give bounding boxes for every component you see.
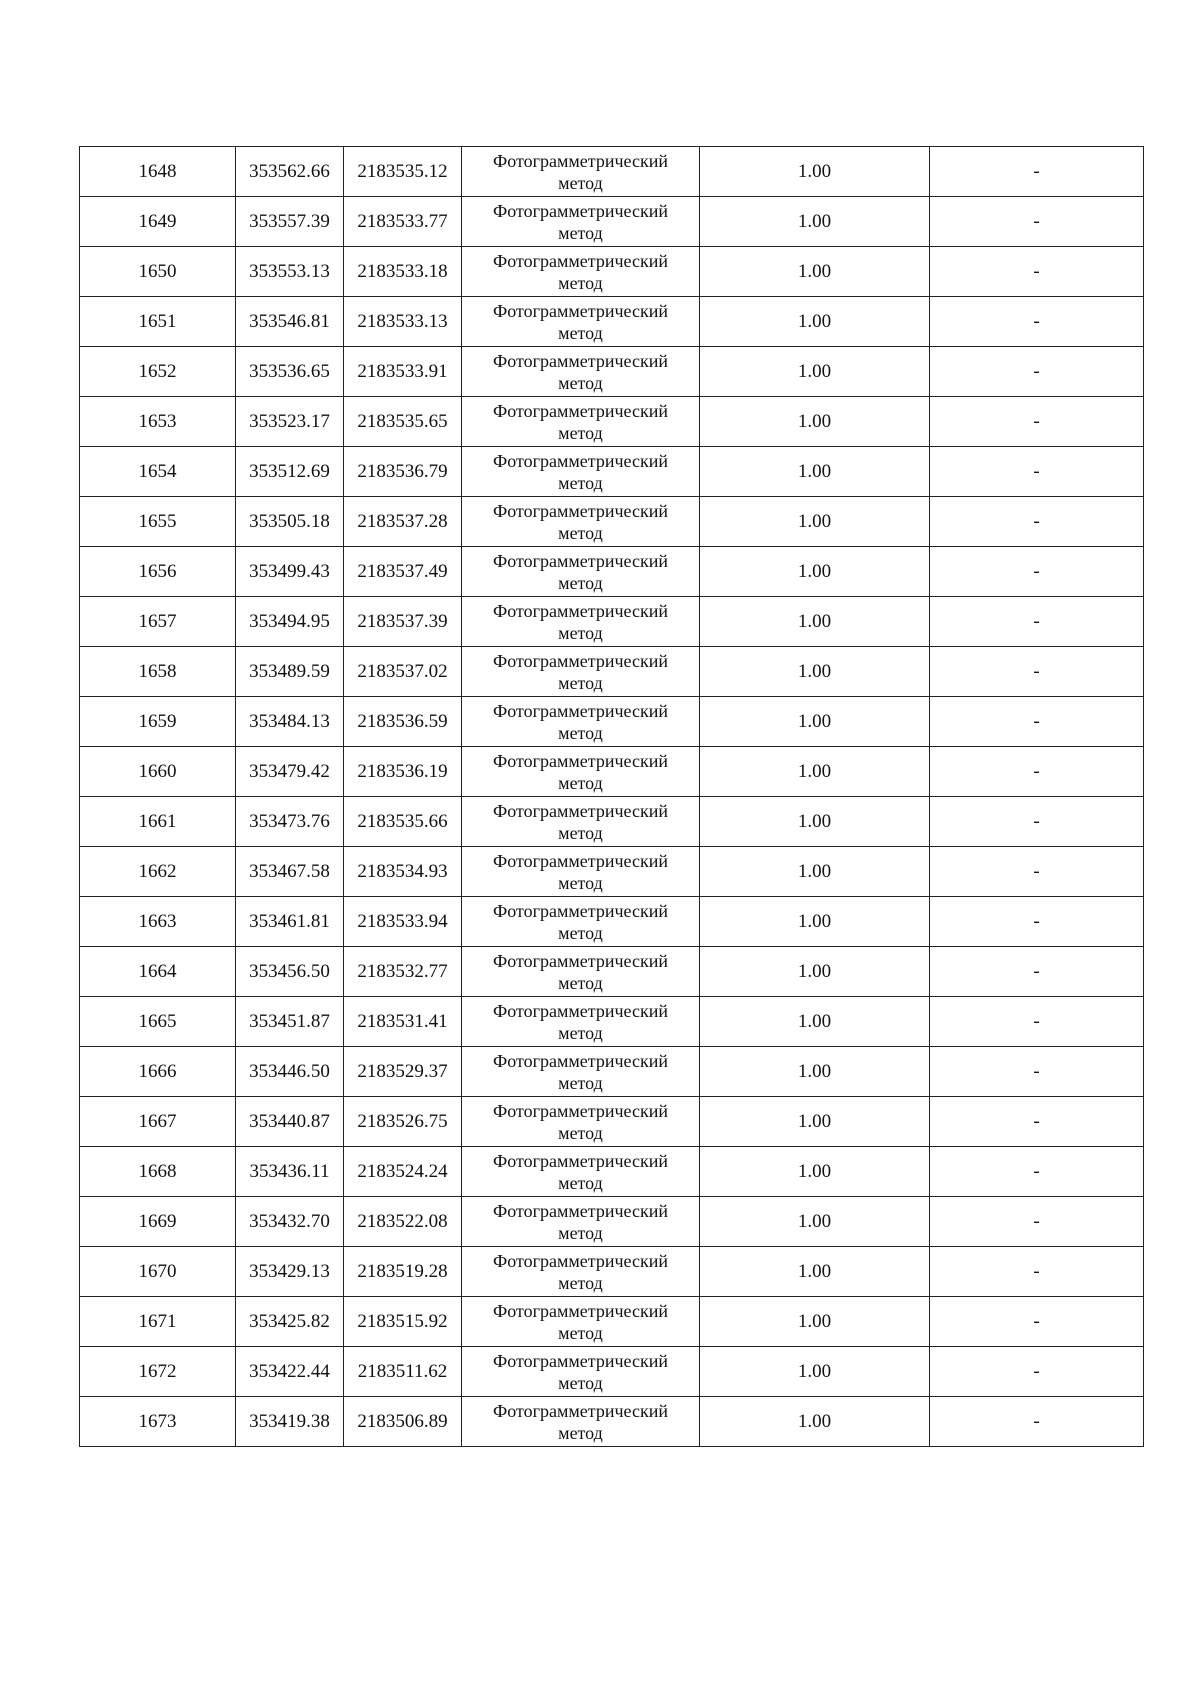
x-coordinate-cell: 353499.43 [236,547,344,597]
point-number-cell: 1655 [80,497,236,547]
method-cell [462,747,700,797]
note-cell: - [930,1247,1144,1297]
method-line-1: Фотограмметрический [493,1400,668,1421]
x-coordinate-cell: 353523.17 [236,397,344,447]
note-cell: - [930,647,1144,697]
y-coordinate-cell: 2183529.37 [344,1047,462,1097]
coordinates-table [79,146,1144,1447]
note-cell: - [930,497,1144,547]
method-line-1: Фотограмметрический [493,1250,668,1271]
x-coordinate-cell: 353429.13 [236,1247,344,1297]
method-line-2: метод [558,1372,603,1393]
table-row [80,297,1144,347]
table-row [80,497,1144,547]
method-line-1: Фотограмметрический [493,950,668,971]
table-row [80,197,1144,247]
method-line-1: Фотограмметрический [493,1350,668,1371]
table-row [80,397,1144,447]
method-line-1: Фотограмметрический [493,1200,668,1221]
method-line-2: метод [558,272,603,293]
note-cell: - [930,897,1144,947]
method-line-2: метод [558,722,603,743]
accuracy-cell: 1.00 [700,797,930,847]
method-line-2: метод [558,1122,603,1143]
method-line-2: метод [558,522,603,543]
y-coordinate-cell: 2183532.77 [344,947,462,997]
accuracy-cell: 1.00 [700,347,930,397]
method-cell [462,1397,700,1447]
point-number-cell: 1658 [80,647,236,697]
accuracy-cell: 1.00 [700,1097,930,1147]
y-coordinate-cell: 2183537.39 [344,597,462,647]
x-coordinate-cell: 353419.38 [236,1397,344,1447]
point-number-cell: 1661 [80,797,236,847]
x-coordinate-cell: 353536.65 [236,347,344,397]
table-row [80,1147,1144,1197]
y-coordinate-cell: 2183537.49 [344,547,462,597]
accuracy-cell: 1.00 [700,847,930,897]
method-line-2: метод [558,422,603,443]
method-cell [462,247,700,297]
method-cell [462,947,700,997]
table-row [80,1197,1144,1247]
method-cell [462,1247,700,1297]
method-line-1: Фотограмметрический [493,750,668,771]
method-cell [462,847,700,897]
y-coordinate-cell: 2183515.92 [344,1297,462,1347]
note-cell: - [930,397,1144,447]
x-coordinate-cell: 353432.70 [236,1197,344,1247]
method-line-1: Фотограмметрический [493,200,668,221]
accuracy-cell: 1.00 [700,297,930,347]
method-line-2: метод [558,1022,603,1043]
method-cell [462,1347,700,1397]
table-row [80,547,1144,597]
table-row [80,997,1144,1047]
method-line-1: Фотограмметрический [493,1000,668,1021]
x-coordinate-cell: 353473.76 [236,797,344,847]
note-cell: - [930,997,1144,1047]
method-line-1: Фотограмметрический [493,150,668,171]
accuracy-cell: 1.00 [700,597,930,647]
method-cell [462,497,700,547]
x-coordinate-cell: 353553.13 [236,247,344,297]
x-coordinate-cell: 353546.81 [236,297,344,347]
method-cell [462,547,700,597]
point-number-cell: 1664 [80,947,236,997]
method-line-1: Фотограмметрический [493,900,668,921]
table-row [80,947,1144,997]
x-coordinate-cell: 353467.58 [236,847,344,897]
method-cell [462,597,700,647]
x-coordinate-cell: 353562.66 [236,147,344,197]
method-cell [462,1147,700,1197]
method-line-2: метод [558,922,603,943]
table-row [80,1097,1144,1147]
accuracy-cell: 1.00 [700,397,930,447]
x-coordinate-cell: 353489.59 [236,647,344,697]
point-number-cell: 1672 [80,1347,236,1397]
method-line-1: Фотограмметрический [493,1150,668,1171]
method-line-2: метод [558,222,603,243]
table-row [80,1297,1144,1347]
method-line-2: метод [558,572,603,593]
method-cell [462,647,700,697]
accuracy-cell: 1.00 [700,1297,930,1347]
y-coordinate-cell: 2183534.93 [344,847,462,897]
table-row [80,1047,1144,1097]
point-number-cell: 1657 [80,597,236,647]
y-coordinate-cell: 2183533.91 [344,347,462,397]
method-cell [462,997,700,1047]
accuracy-cell: 1.00 [700,997,930,1047]
y-coordinate-cell: 2183536.59 [344,697,462,747]
method-line-1: Фотограмметрический [493,1050,668,1071]
table-row [80,747,1144,797]
accuracy-cell: 1.00 [700,1147,930,1197]
method-line-1: Фотограмметрический [493,500,668,521]
x-coordinate-cell: 353446.50 [236,1047,344,1097]
method-line-2: метод [558,872,603,893]
point-number-cell: 1648 [80,147,236,197]
method-line-2: метод [558,772,603,793]
method-cell [462,1297,700,1347]
method-line-1: Фотограмметрический [493,300,668,321]
x-coordinate-cell: 353422.44 [236,1347,344,1397]
accuracy-cell: 1.00 [700,1197,930,1247]
method-line-2: метод [558,472,603,493]
point-number-cell: 1673 [80,1397,236,1447]
y-coordinate-cell: 2183536.19 [344,747,462,797]
accuracy-cell: 1.00 [700,947,930,997]
x-coordinate-cell: 353456.50 [236,947,344,997]
point-number-cell: 1663 [80,897,236,947]
note-cell: - [930,347,1144,397]
note-cell: - [930,1047,1144,1097]
note-cell: - [930,847,1144,897]
accuracy-cell: 1.00 [700,697,930,747]
point-number-cell: 1668 [80,1147,236,1197]
y-coordinate-cell: 2183533.77 [344,197,462,247]
point-number-cell: 1665 [80,997,236,1047]
note-cell: - [930,747,1144,797]
note-cell: - [930,1397,1144,1447]
x-coordinate-cell: 353436.11 [236,1147,344,1197]
method-cell [462,1047,700,1097]
method-line-1: Фотограмметрический [493,250,668,271]
method-cell [462,697,700,747]
y-coordinate-cell: 2183531.41 [344,997,462,1047]
method-cell [462,347,700,397]
method-line-2: метод [558,1072,603,1093]
x-coordinate-cell: 353479.42 [236,747,344,797]
note-cell: - [930,597,1144,647]
table-row [80,1347,1144,1397]
method-cell [462,397,700,447]
y-coordinate-cell: 2183524.24 [344,1147,462,1197]
y-coordinate-cell: 2183537.28 [344,497,462,547]
point-number-cell: 1671 [80,1297,236,1347]
x-coordinate-cell: 353557.39 [236,197,344,247]
method-line-2: метод [558,172,603,193]
method-line-2: метод [558,322,603,343]
y-coordinate-cell: 2183535.12 [344,147,462,197]
table-row [80,797,1144,847]
method-line-1: Фотограмметрический [493,850,668,871]
note-cell: - [930,547,1144,597]
point-number-cell: 1669 [80,1197,236,1247]
method-line-2: метод [558,822,603,843]
y-coordinate-cell: 2183536.79 [344,447,462,497]
note-cell: - [930,947,1144,997]
y-coordinate-cell: 2183535.65 [344,397,462,447]
note-cell: - [930,247,1144,297]
x-coordinate-cell: 353494.95 [236,597,344,647]
note-cell: - [930,1297,1144,1347]
table-row [80,897,1144,947]
y-coordinate-cell: 2183511.62 [344,1347,462,1397]
accuracy-cell: 1.00 [700,247,930,297]
accuracy-cell: 1.00 [700,1347,930,1397]
method-cell [462,1197,700,1247]
x-coordinate-cell: 353461.81 [236,897,344,947]
table-row [80,597,1144,647]
method-line-1: Фотограмметрический [493,700,668,721]
method-line-2: метод [558,372,603,393]
point-number-cell: 1662 [80,847,236,897]
method-line-1: Фотограмметрический [493,650,668,671]
x-coordinate-cell: 353440.87 [236,1097,344,1147]
accuracy-cell: 1.00 [700,1247,930,1297]
method-line-2: метод [558,672,603,693]
x-coordinate-cell: 353425.82 [236,1297,344,1347]
y-coordinate-cell: 2183533.18 [344,247,462,297]
point-number-cell: 1666 [80,1047,236,1097]
method-cell [462,147,700,197]
x-coordinate-cell: 353505.18 [236,497,344,547]
method-line-1: Фотограмметрический [493,550,668,571]
note-cell: - [930,1197,1144,1247]
point-number-cell: 1660 [80,747,236,797]
point-number-cell: 1667 [80,1097,236,1147]
method-cell [462,897,700,947]
method-line-1: Фотограмметрический [493,350,668,371]
table-row [80,247,1144,297]
y-coordinate-cell: 2183535.66 [344,797,462,847]
y-coordinate-cell: 2183522.08 [344,1197,462,1247]
method-line-2: метод [558,1222,603,1243]
table-row [80,1397,1144,1447]
note-cell: - [930,1147,1144,1197]
accuracy-cell: 1.00 [700,497,930,547]
accuracy-cell: 1.00 [700,647,930,697]
table-row [80,647,1144,697]
method-cell [462,1097,700,1147]
point-number-cell: 1652 [80,347,236,397]
table-row [80,447,1144,497]
note-cell: - [930,447,1144,497]
accuracy-cell: 1.00 [700,1047,930,1097]
note-cell: - [930,1097,1144,1147]
y-coordinate-cell: 2183526.75 [344,1097,462,1147]
note-cell: - [930,297,1144,347]
accuracy-cell: 1.00 [700,547,930,597]
accuracy-cell: 1.00 [700,897,930,947]
point-number-cell: 1651 [80,297,236,347]
x-coordinate-cell: 353484.13 [236,697,344,747]
note-cell: - [930,147,1144,197]
method-line-2: метод [558,622,603,643]
table-row [80,1247,1144,1297]
method-line-1: Фотограмметрический [493,1100,668,1121]
method-cell [462,197,700,247]
note-cell: - [930,197,1144,247]
method-line-1: Фотограмметрический [493,400,668,421]
note-cell: - [930,1347,1144,1397]
accuracy-cell: 1.00 [700,1397,930,1447]
method-line-1: Фотограмметрический [493,600,668,621]
x-coordinate-cell: 353512.69 [236,447,344,497]
accuracy-cell: 1.00 [700,147,930,197]
method-line-2: метод [558,1422,603,1443]
method-cell [462,797,700,847]
point-number-cell: 1659 [80,697,236,747]
method-line-2: метод [558,1172,603,1193]
accuracy-cell: 1.00 [700,197,930,247]
note-cell: - [930,797,1144,847]
table-row [80,147,1144,197]
method-line-1: Фотограмметрический [493,1300,668,1321]
method-line-1: Фотограмметрический [493,800,668,821]
accuracy-cell: 1.00 [700,747,930,797]
note-cell: - [930,697,1144,747]
point-number-cell: 1653 [80,397,236,447]
point-number-cell: 1670 [80,1247,236,1297]
method-line-2: метод [558,972,603,993]
point-number-cell: 1649 [80,197,236,247]
point-number-cell: 1656 [80,547,236,597]
y-coordinate-cell: 2183519.28 [344,1247,462,1297]
method-line-2: метод [558,1272,603,1293]
y-coordinate-cell: 2183506.89 [344,1397,462,1447]
method-line-2: метод [558,1322,603,1343]
y-coordinate-cell: 2183533.94 [344,897,462,947]
point-number-cell: 1654 [80,447,236,497]
accuracy-cell: 1.00 [700,447,930,497]
method-cell [462,447,700,497]
table-row [80,697,1144,747]
y-coordinate-cell: 2183537.02 [344,647,462,697]
method-line-1: Фотограмметрический [493,450,668,471]
y-coordinate-cell: 2183533.13 [344,297,462,347]
method-cell [462,297,700,347]
point-number-cell: 1650 [80,247,236,297]
table-row [80,347,1144,397]
table-row [80,847,1144,897]
x-coordinate-cell: 353451.87 [236,997,344,1047]
table-body [80,147,1144,1447]
